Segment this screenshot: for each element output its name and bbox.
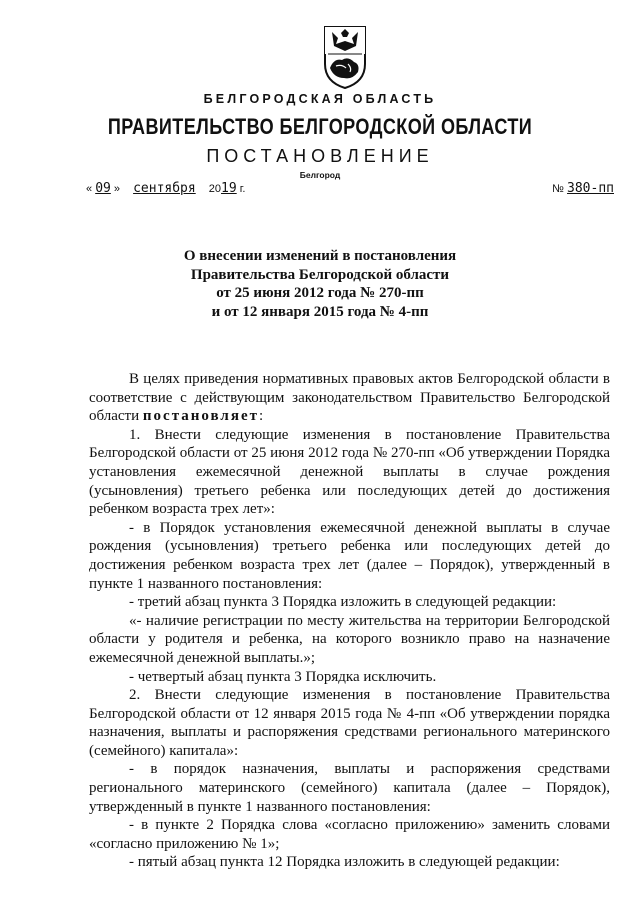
body-paragraph: «- наличие регистрации по месту жительства на территории Белгородской области у родителя и ребенка, на которого возникло право на назначение ежемесячной денежной выплаты.»; (89, 612, 610, 666)
title-line: Правительства Белгородской области (190, 266, 450, 283)
title-line: и от 12 января 2015 года № 4-пп (211, 303, 429, 320)
title-line: от 25 июня 2012 года № 270-пп (216, 285, 424, 301)
intro-text: В целях приведения нормативных правовых актов Белгородской области в соответствие с действующим законодательством Правительство Белгородской области (89, 371, 610, 425)
number-prefix: № (552, 183, 564, 195)
body-paragraph: - пятый абзац пункта 12 Порядка изложить в следующей редакции: (129, 854, 560, 871)
date-close-quote: » (113, 183, 121, 195)
document-type: ПОСТАНОВЛЕНИЕ (206, 146, 434, 166)
date-open-quote: « (86, 183, 93, 195)
body-paragraph: 1. Внести следующие изменения в постановление Правительства Белгородской области от 25 июня 2012 года № 270-пп «Об утверждении Порядка установления ежемесячной денежной выплаты в случае рождения (усыновления) третьего ребенка или последующих детей до достижения ребенком возраста трех лет»: (89, 426, 610, 518)
intro-paragraph (89, 370, 610, 426)
body-paragraph: - четвертый абзац пункта 3 Порядка исключить. (129, 668, 437, 685)
document-number (552, 181, 614, 196)
body-paragraph: 2. Внести следующие изменения в постановление Правительства Белгородской области от 12 января 2015 года № 4-пп «Об утверждении порядка назначения, выплаты и распоряжения средствами регионального материнского (семейного) капитала»: (89, 687, 610, 759)
body-paragraph: - третий абзац пункта 3 Порядка изложить в следующей редакции: (129, 594, 557, 611)
date-month: сентября (133, 181, 196, 196)
date-year-mark: г. (239, 183, 246, 195)
date-year-prefix: 20 (208, 183, 222, 195)
document-body (89, 370, 610, 872)
number-value: 380-пп (567, 181, 614, 196)
body-paragraph: - в Порядок установления ежемесячной денежной выплаты в случае рождения (усыновления) третьего ребенка или последующих детей до достижения ребенком возраста трех лет (далее – Порядок), утвержденный в пункте 1 названного постановления: (89, 519, 610, 592)
coat-of-arms-icon (322, 24, 368, 90)
intro-emphasis: постановляет (142, 408, 259, 425)
intro-end: : (259, 408, 264, 425)
document-date (86, 181, 245, 196)
document-title (0, 247, 640, 321)
government-name: ПРАВИТЕЛЬСТВО БЕЛГОРОДСКОЙ ОБЛАСТИ (107, 114, 533, 139)
title-line: О внесении изменений в постановления (183, 248, 457, 264)
date-day: 09 (95, 181, 111, 196)
city-name: Белгород (299, 170, 341, 180)
body-paragraph: - в порядок назначения, выплаты и распоряжения средствами регионального материнского (семейного) капитала (далее – Порядок), утвержденный в пункте 1 названного постановления: (89, 761, 610, 815)
body-paragraph: - в пункте 2 Порядка слова «согласно приложению» заменить словами «согласно приложению № 1»; (89, 817, 610, 852)
region-name: БЕЛГОРОДСКАЯ ОБЛАСТЬ (203, 92, 437, 106)
date-year-suffix: 19 (221, 181, 237, 196)
